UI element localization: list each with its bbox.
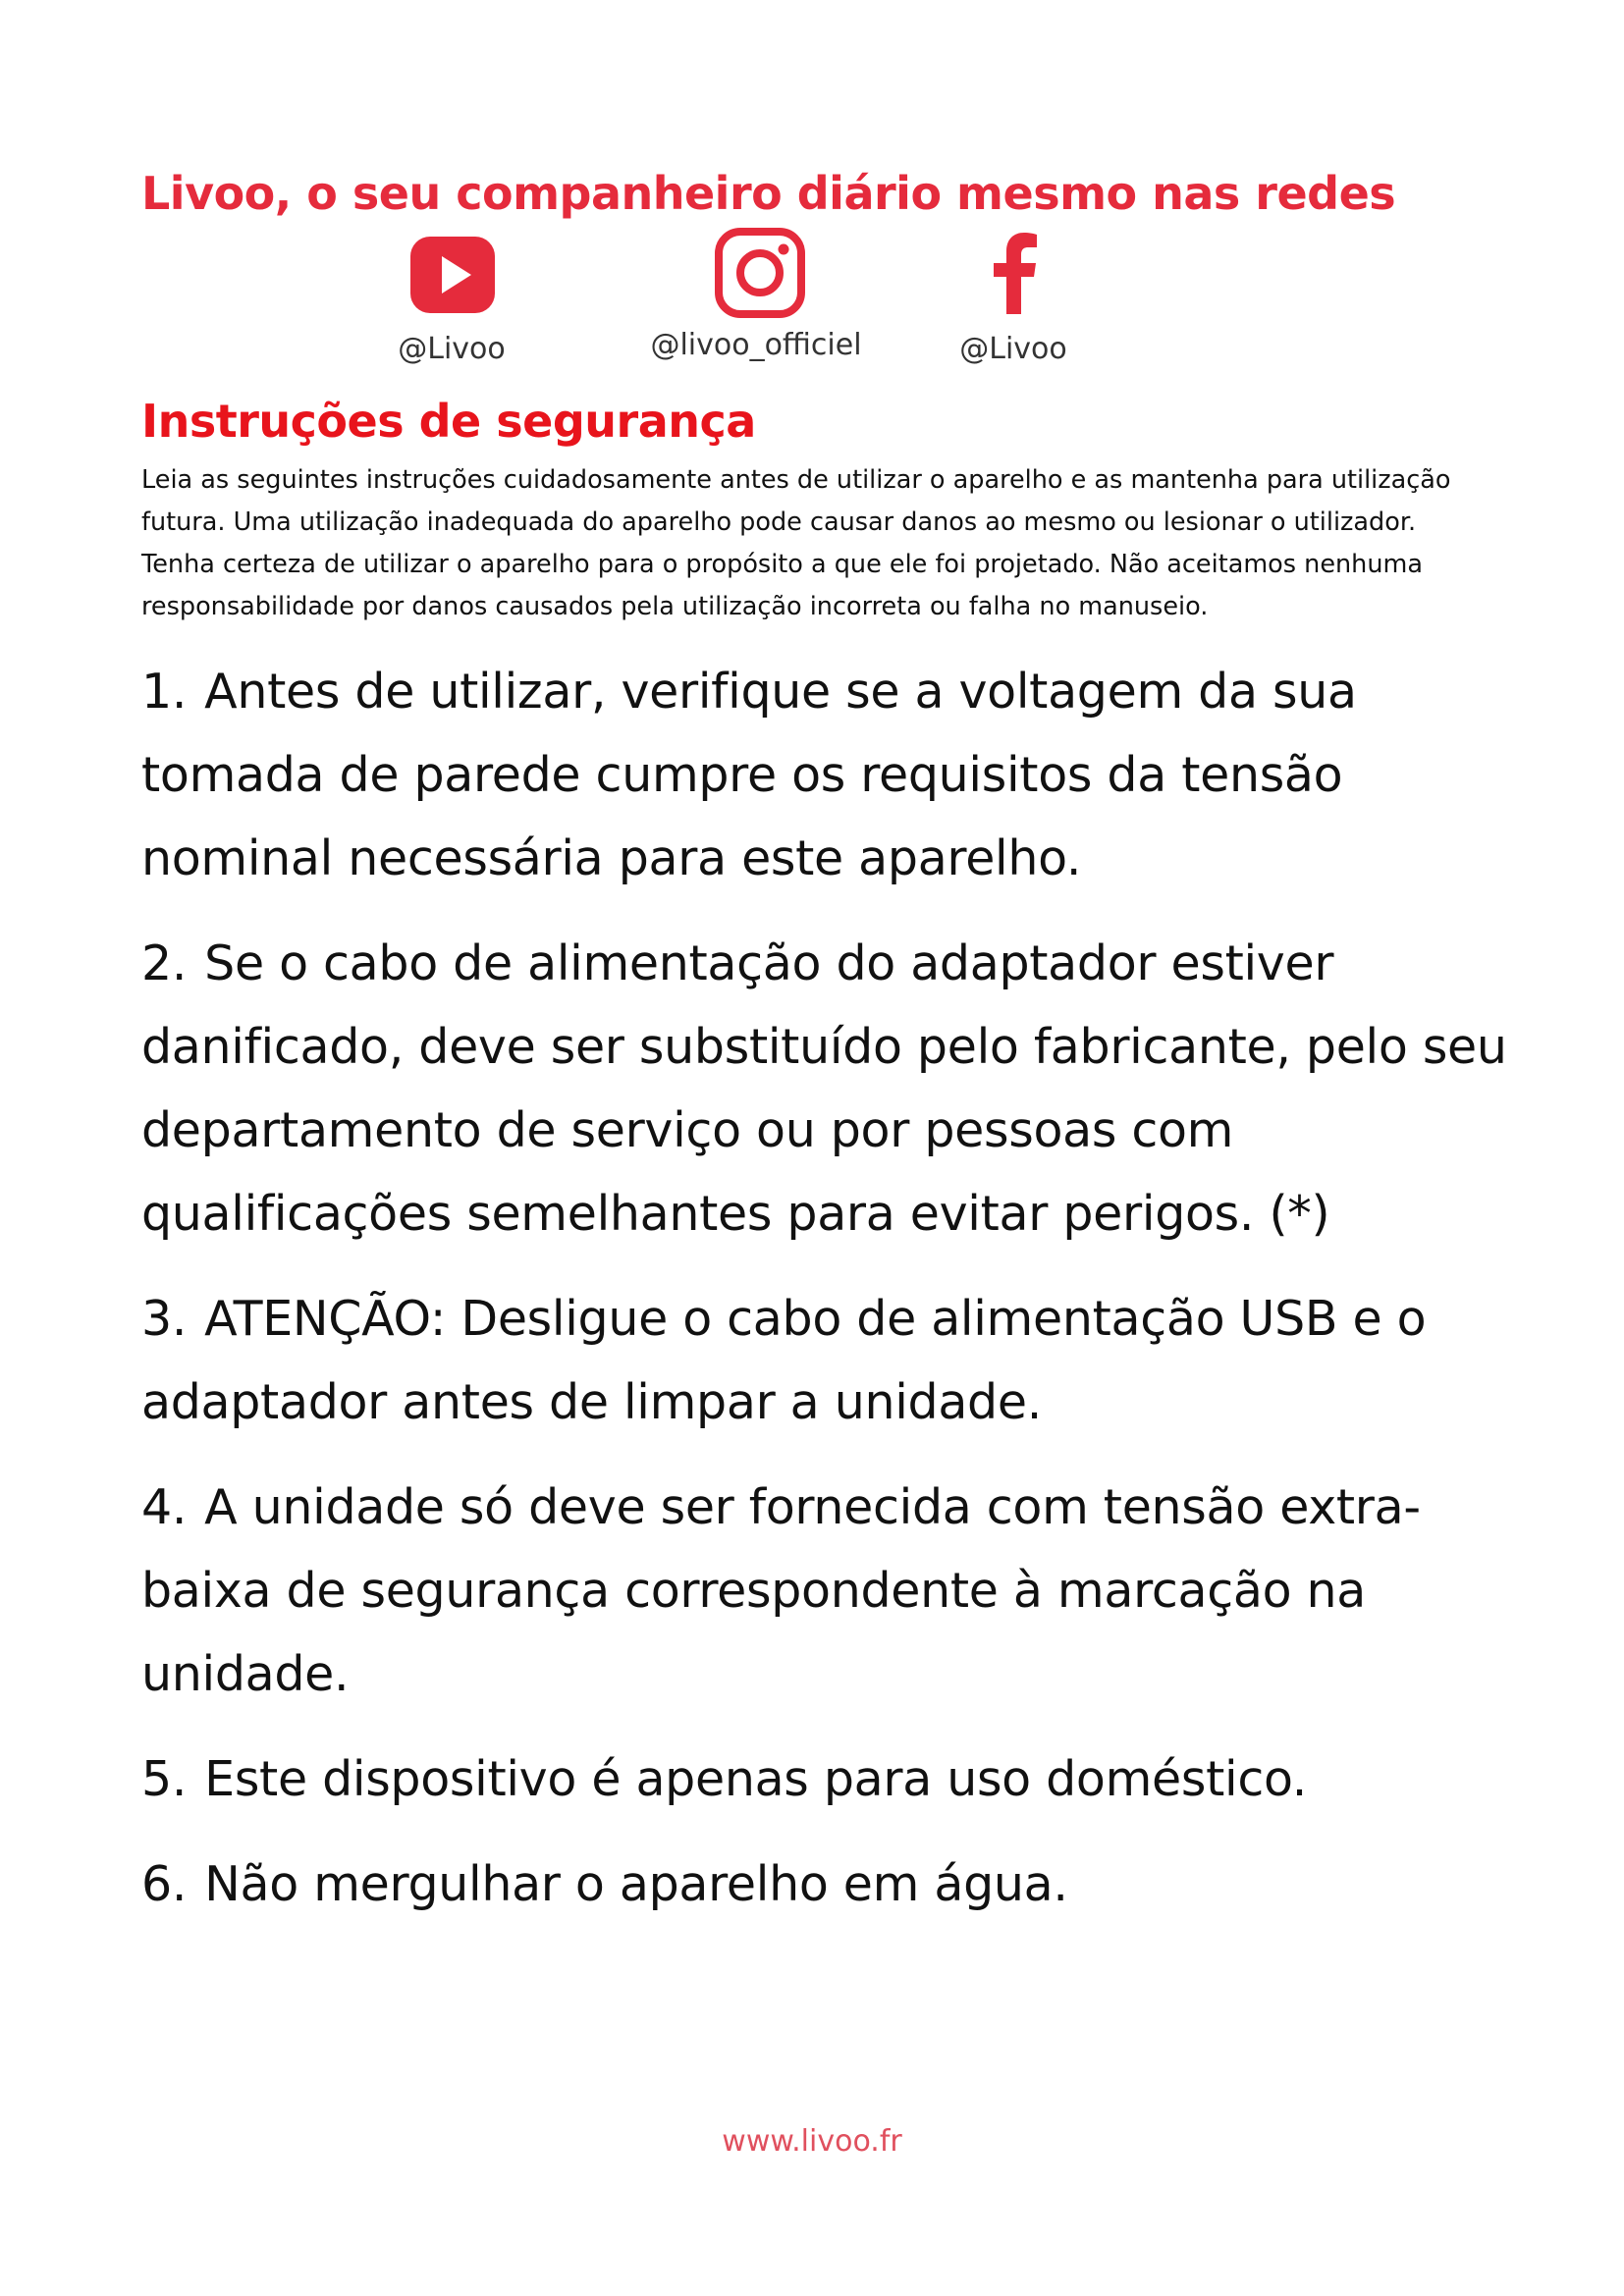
instruction-text: ATENÇÃO: Desligue o cabo de alimentação USB e o adaptador antes de limpar a unidade.	[141, 1291, 1427, 1430]
instruction-number: 1.	[141, 664, 188, 720]
instruction-number: 5.	[141, 1751, 188, 1807]
instruction-item	[141, 922, 1516, 1255]
instruction-number: 2.	[141, 935, 188, 991]
social-heading: Livoo, o seu companheiro diário mesmo nas redes	[141, 167, 1396, 220]
youtube-icon[interactable]	[410, 237, 495, 313]
footer-website-link[interactable]: www.livoo.fr	[722, 2124, 902, 2159]
instruction-item	[141, 1842, 1516, 1926]
instruction-text: Não mergulhar o aparelho em água.	[204, 1856, 1068, 1912]
instruction-item	[141, 1277, 1516, 1444]
safety-instructions-list	[141, 650, 1516, 1948]
youtube-handle[interactable]: @Livoo	[398, 332, 506, 366]
instruction-text: A unidade só deve ser fornecida com tensão extra-baixa de segurança correspondente à marcação na unidade.	[141, 1479, 1421, 1702]
facebook-handle[interactable]: @Livoo	[959, 332, 1067, 366]
instruction-number: 4.	[141, 1479, 188, 1535]
instruction-number: 3.	[141, 1291, 188, 1347]
instruction-number: 6.	[141, 1856, 188, 1912]
instruction-text: Antes de utilizar, verifique se a voltagem da sua tomada de parede cumpre os requisitos da tensão nominal necessária para este aparelho.	[141, 664, 1357, 886]
instruction-text: Este dispositivo é apenas para uso doméstico.	[204, 1751, 1308, 1807]
instagram-handle[interactable]: @livoo_officiel	[650, 328, 862, 362]
safety-intro: Leia as seguintes instruções cuidadosamente antes de utilizar o aparelho e as mantenha para utilização futura. Uma utilização inadequada do aparelho pode causar danos ao mesmo ou lesionar o utilizador. Tenha certeza de utilizar o aparelho para o propósito a que ele foi projetado. Não aceitamos nenhuma responsabilidade por danos causados pela utilização incorreta ou falha no manuseio.	[141, 465, 1451, 621]
instagram-icon[interactable]	[715, 228, 805, 318]
safety-title: Instruções de segurança	[141, 395, 756, 448]
instruction-text: Se o cabo de alimentação do adaptador estiver danificado, deve ser substituído pelo fabricante, pelo seu departamento de serviço ou por pessoas com qualificações semelhantes para evitar perigos. (*)	[141, 935, 1507, 1242]
facebook-icon[interactable]	[990, 232, 1039, 314]
instruction-item	[141, 1737, 1516, 1821]
instruction-item	[141, 650, 1516, 900]
instruction-item	[141, 1466, 1516, 1716]
